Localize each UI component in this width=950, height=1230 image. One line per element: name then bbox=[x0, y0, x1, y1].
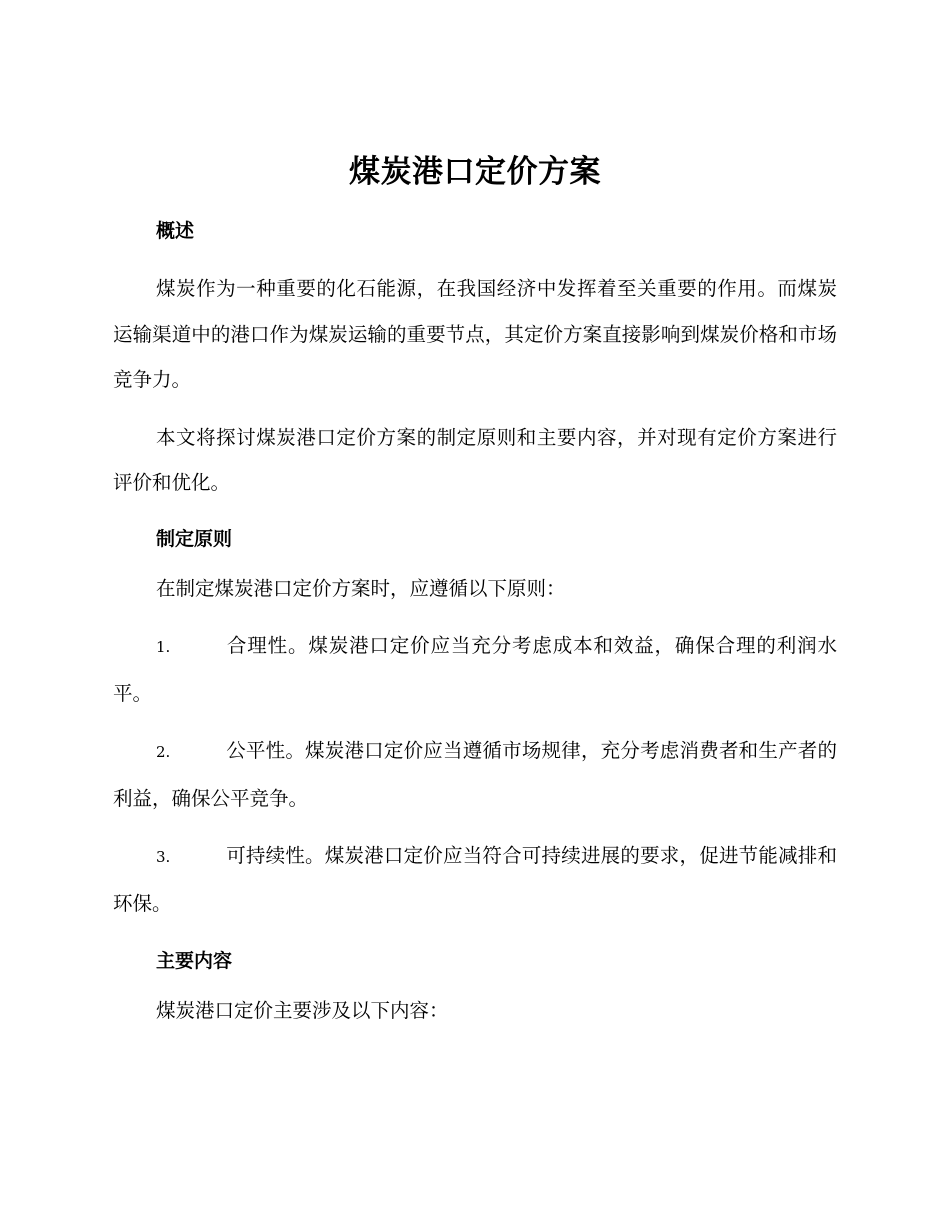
overview-paragraph-2: 本文将探讨煤炭港口定价方案的制定原则和主要内容，并对现有定价方案进行评价和优化。 bbox=[113, 425, 837, 494]
list-item-number: 1. bbox=[156, 638, 171, 656]
document-title: 煤炭港口定价方案 bbox=[349, 154, 601, 190]
section-heading-principles: 制定原则 bbox=[156, 527, 233, 550]
list-item bbox=[113, 623, 837, 716]
list-item-text: 合理性。煤炭港口定价应当充分考虑成本和效益，确保合理的利润水平。 bbox=[113, 634, 837, 705]
list-item-number: 3. bbox=[156, 848, 171, 866]
overview-paragraph-1: 煤炭作为一种重要的化石能源，在我国经济中发挥着至关重要的作用。而煤炭运输渠道中的港口作为煤炭运输的重要节点，其定价方案直接影响到煤炭价格和市场竞争力。 bbox=[113, 277, 837, 391]
list-item bbox=[113, 833, 837, 926]
list-item bbox=[113, 728, 837, 821]
principles-intro: 在制定煤炭港口定价方案时，应遵循以下原则： bbox=[156, 576, 566, 600]
main-content-intro: 煤炭港口定价主要涉及以下内容： bbox=[156, 999, 449, 1022]
list-item-text: 可持续性。煤炭港口定价应当符合可持续进展的要求，促进节能减排和环保。 bbox=[113, 844, 837, 915]
principles-list bbox=[113, 623, 837, 926]
list-item-text: 公平性。煤炭港口定价应当遵循市场规律，充分考虑消费者和生产者的利益，确保公平竞争。 bbox=[113, 739, 837, 810]
section-heading-main-content: 主要内容 bbox=[156, 950, 233, 972]
section-heading-overview: 概述 bbox=[156, 220, 195, 242]
list-item-number: 2. bbox=[156, 743, 171, 761]
